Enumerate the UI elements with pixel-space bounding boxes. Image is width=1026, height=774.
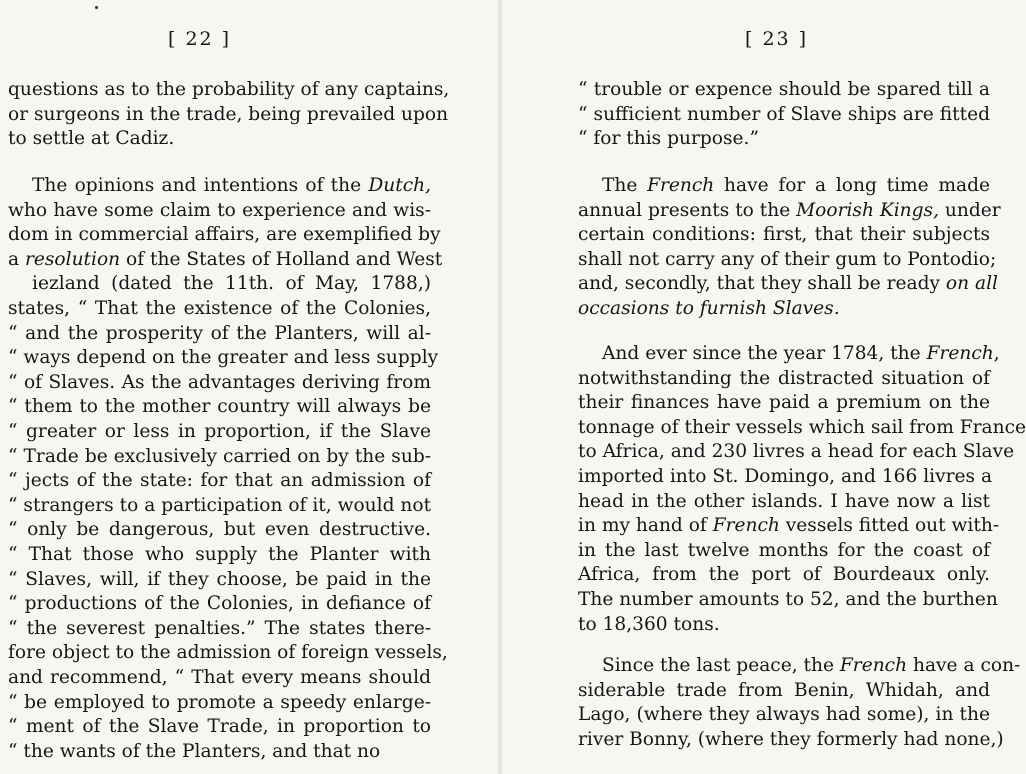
text-line: notwithstanding the distracted situation of [578,367,990,389]
text-line: “ trouble or expence should be spared till a [578,79,990,100]
text-line: siderable trade from Benin, Whidah, and [578,679,990,701]
text-line: certain conditions: first, that their subjects [578,224,990,246]
text-line: or surgeons in the trade, being prevailed upon [8,103,449,125]
text-line: The French have for a long time made [602,175,991,196]
text-line: fore object to the admission of foreign vessels, [8,642,448,664]
text-line: river Bonny, (where they formerly had none,) [578,728,1004,750]
text-line: The opinions and intentions of the Dutch, [32,175,431,196]
text-line: iezland (dated the 11th. of May, 1788,) [32,273,431,295]
text-line: tonnage of their vessels which sail from France [578,416,1026,438]
text-line: “ ways depend on the greater and less supply [8,347,439,369]
text-line: and, secondly, that they shall be ready on all [578,273,998,295]
text-line: head in the other islands. I have now a list [578,490,990,512]
text-line: The number amounts to 52, and the burthen [578,589,998,610]
text-line: “ That those who supply the Planter with [8,544,431,565]
text-line: Africa, from the port of Bourdeaux only. [578,564,990,586]
text-line: “ be employed to promote a speedy enlarge- [8,691,431,713]
text-line: “ ment of the Slave Trade, in proportion to [8,716,431,738]
text-line: “ sufficient number of Slave ships are fitted [578,103,990,125]
text-line: “ of Slaves. As the advantages deriving from [8,371,431,393]
text-line: “ strangers to a participation of it, would not [8,494,432,516]
text-line: “ them to the mother country will always be [8,396,431,418]
text-line: And ever since the year 1784, the French, [602,343,1000,364]
text-line: “ the wants of the Planters, and that no [8,740,381,762]
text-line: “ Trade be exclusively carried on by the sub- [8,445,431,467]
text-line: their finances have paid a premium on the [578,392,990,414]
text-line: “ jects of the state: for that an admission of [8,470,431,492]
text-line: imported into St. Domingo, and 166 livres a [578,466,993,487]
text-line: to 18,360 tons. [578,613,720,635]
text-line: who have some claim to experience and wis- [8,199,431,221]
text-line: to Africa, and 230 livres a head for each Slave [578,441,1015,463]
text-line: a resolution of the States of Holland and West [8,248,443,270]
right-page [500,0,1026,774]
text-line: in my hand of French vessels fitted out with- [578,515,1000,537]
text-line: to settle at Cadiz. [8,128,175,150]
text-line: “ the severest penalties.” The states there- [8,617,431,639]
text-line: “ productions of the Colonies, in defiance of [8,593,431,615]
text-line: “ for this purpose.” [578,128,759,150]
page-number: [ 23 ] [745,28,809,50]
text-line: dom in commercial affairs, are exemplified by [8,224,441,246]
text-line: states, “ That the existence of the Colonies, [8,298,431,319]
text-line: Lago, (where they always had some), in the [578,704,990,726]
text-line: in the last twelve months for the coast of [578,539,990,561]
text-line: “ Slaves, will, if they choose, be paid in the [8,568,431,590]
text-line: questions as to the probability of any captains, [8,79,450,100]
text-line: “ only be dangerous, but even destructive. [8,519,431,541]
page-number: [ 22 ] [168,28,232,50]
text-line: annual presents to the Moorish Kings, under [578,199,1001,221]
text-line: and recommend, “ That every means should [8,667,431,688]
text-line: shall not carry any of their gum to Pontodio; [578,248,997,270]
left-page [0,0,500,774]
text-line: occasions to furnish Slaves. [578,298,840,319]
text-line: Since the last peace, the French have a con- [602,655,1021,676]
text-line: “ greater or less in proportion, if the Slave [8,421,431,442]
text-line: “ and the prosperity of the Planters, will al- [8,322,431,344]
